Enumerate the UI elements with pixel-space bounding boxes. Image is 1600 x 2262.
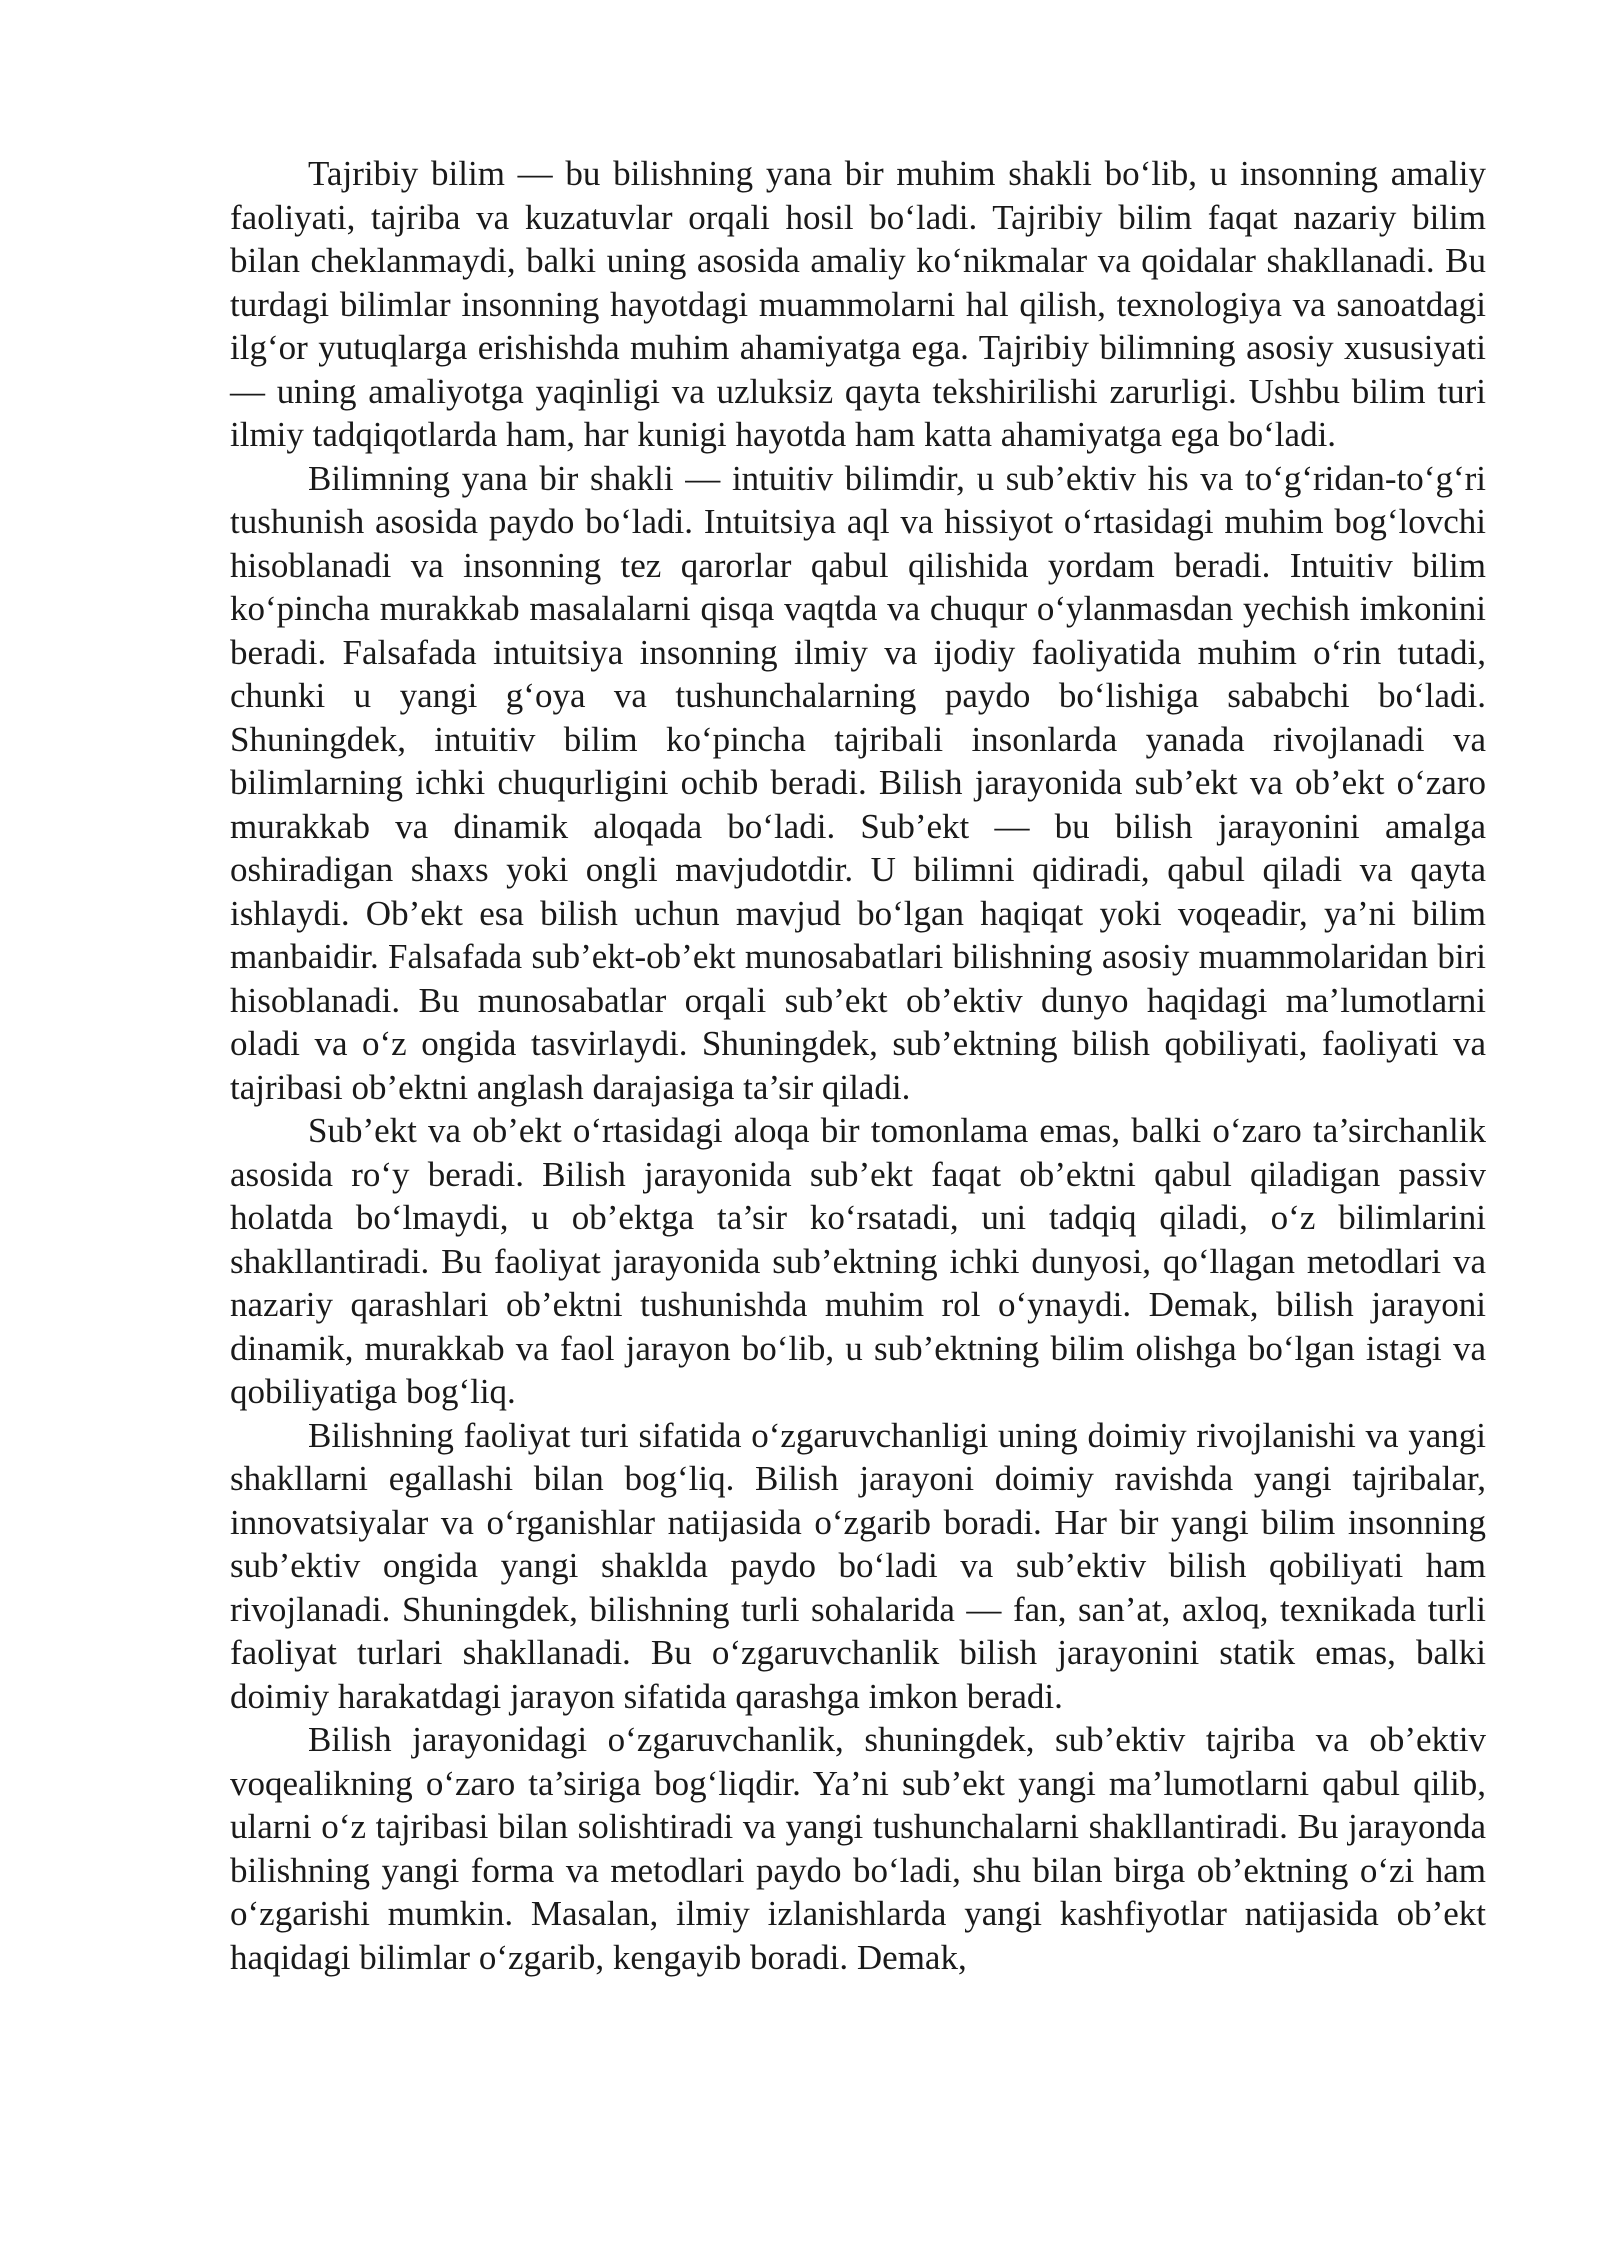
paragraph-intuitiv-bilim: Bilimning yana bir shakli — intuitiv bilimdir, u sub’ektiv his va to‘g‘ridan-to‘g‘ri tushunish asosida paydo bo‘ladi. Intuitsiya aql va hissiyot o‘rtasidagi muhim bog‘lovchi hisoblanadi va insonning tez qarorlar qabul qilishida yordam beradi. Intuitiv bilim ko‘pincha murakkab masalalarni qisqa vaqtda va chuqur o‘ylanmasdan yechish imkonini beradi. Falsafada intuitsiya insonning ilmiy va ijodiy faoliyatida muhim o‘rin tutadi, chunki u yangi g‘oya va tushunchalarning paydo bo‘lishiga sababchi bo‘ladi. Shuningdek, intuitiv bilim ko‘pincha tajribali insonlarda yanada rivojlanadi va bilimlarning ichki chuqurligini ochib beradi. Bilish jarayonida sub’ekt va ob’ekt o‘zaro murakkab va dinamik aloqada bo‘ladi. Sub’ekt — bu bilish jarayonini amalga oshiradigan shaxs yoki ongli mavjudotdir. U bilimni qidiradi, qabul qiladi va qayta ishlaydi. Ob’ekt esa bilish uchun mavjud bo‘lgan haqiqat yoki voqeadir, ya’ni bilim manbaidir. Falsafada sub’ekt-ob’ekt munosabatlari bilishning asosiy muammolaridan biri hisoblanadi. Bu munosabatlar orqali sub’ekt ob’ektiv dunyo haqidagi ma’lumotlarni oladi va o‘z ongida tasvirlaydi. Shuningdek, sub’ektning bilish qobiliyati, faoliyati va tajribasi ob’ektni anglash darajasiga ta’sir qiladi. (230, 458, 1486, 1107)
paragraph-ozgaruvchanlik: Bilishning faoliyat turi sifatida o‘zgaruvchanligi uning doimiy rivojlanishi va yangi shakllarni egallashi bilan bog‘liq. Bilish jarayoni doimiy ravishda yangi tajribalar, innovatsiyalar va o‘rganishlar natijasida o‘zgarib boradi. Har bir yangi bilim insonning sub’ektiv ongida yangi shaklda paydo bo‘ladi va sub’ektiv bilish qobiliyati ham rivojlanadi. Shuningdek, bilishning turli sohalarida — fan, san’at, axloq, texnikada turli faoliyat turlari shakllanadi. Bu o‘zgaruvchanlik bilish jarayonini statik emas, balki doimiy harakatdagi jarayon sifatida qarashga imkon beradi. (230, 1415, 1486, 1716)
document-page (230, 152, 1486, 1979)
paragraph-ozaro-tasir: Bilish jarayonidagi o‘zgaruvchanlik, shuningdek, sub’ektiv tajriba va ob’ektiv voqealikning o‘zaro ta’siriga bog‘liqdir. Ya’ni sub’ekt yangi ma’lumotlarni qabul qilib, ularni o‘z tajribasi bilan solishtiradi va yangi tushunchalarni shakllantiradi. Bu jarayonda bilishning yangi forma va metodlari paydo bo‘ladi, shu bilan birga ob’ektning o‘zi ham o‘zgarishi mumkin. Masalan, ilmiy izlanishlarda yangi kashfiyotlar natijasida ob’ekt haqidagi bilimlar o‘zgarib, kengayib boradi. Demak, (230, 1720, 1486, 1977)
paragraph-tajribiy-bilim: Tajribiy bilim — bu bilishning yana bir muhim shakli bo‘lib, u insonning amaliy faoliyati, tajriba va kuzatuvlar orqali hosil bo‘ladi. Tajribiy bilim faqat nazariy bilim bilan cheklanmaydi, balki uning asosida amaliy ko‘nikmalar va qoidalar shakllanadi. Bu turdagi bilimlar insonning hayotdagi muammolarni hal qilish, texnologiya va sanoatdagi ilg‘or yutuqlarga erishishda muhim ahamiyatga ega. Tajribiy bilimning asosiy xususiyati — uning amaliyotga yaqinligi va uzluksiz qayta tekshirilishi zarurligi. Ushbu bilim turi ilmiy tadqiqotlarda ham, har kunigi hayotda ham katta ahamiyatga ega bo‘ladi. (230, 154, 1486, 454)
paragraph-subekt-obekt-aloqa: Sub’ekt va ob’ekt o‘rtasidagi aloqa bir tomonlama emas, balki o‘zaro ta’sirchanlik asosida ro‘y beradi. Bilish jarayonida sub’ekt faqat ob’ektni qabul qiladigan passiv holatda bo‘lmaydi, u ob’ektga ta’sir ko‘rsatadi, uni tadqiq qiladi, o‘z bilimlarini shakllantiradi. Bu faoliyat jarayonida sub’ektning ichki dunyosi, qo‘llagan metodlari va nazariy qarashlari ob’ektni tushunishda muhim rol o‘ynaydi. Demak, bilish jarayoni dinamik, murakkab va faol jarayon bo‘lib, u sub’ektning bilim olishga bo‘lgan istagi va qobiliyatiga bog‘liq. (230, 1111, 1486, 1411)
